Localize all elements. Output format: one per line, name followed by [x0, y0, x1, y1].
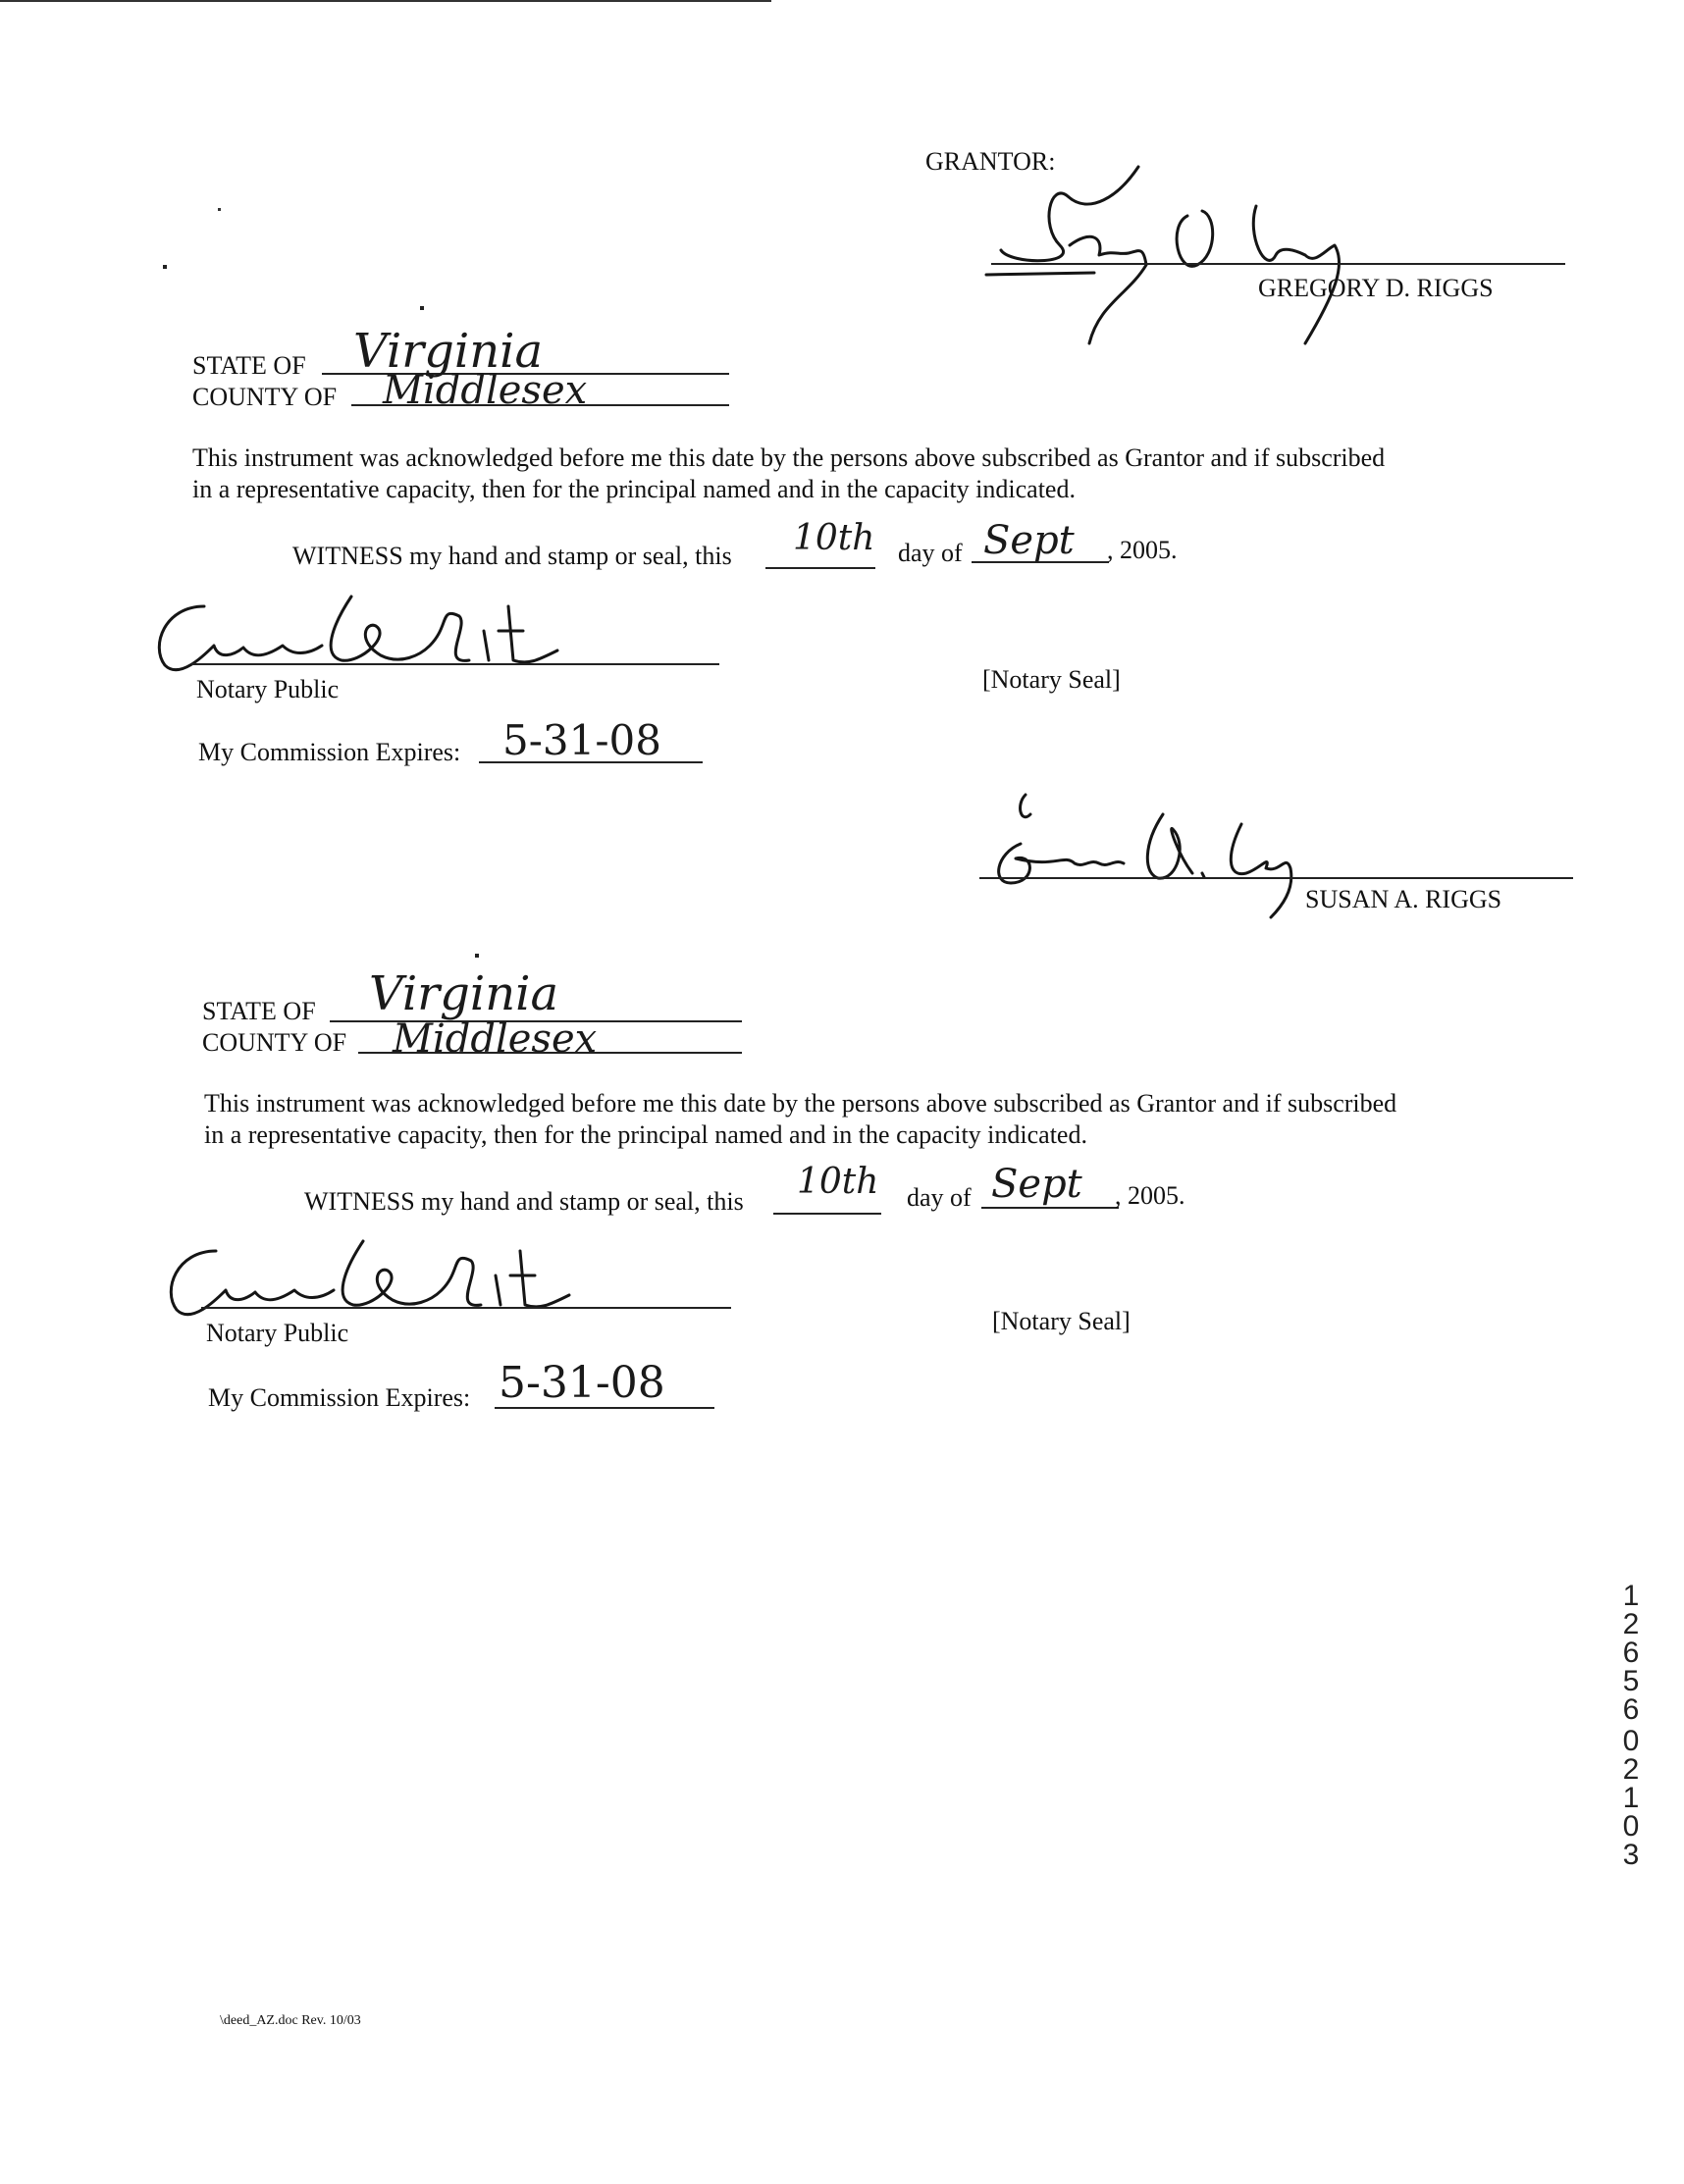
ack1-day-of: day of: [898, 539, 963, 567]
recording-digit: 5: [1622, 1665, 1640, 1697]
ack1-commission-label: My Commission Expires:: [198, 738, 461, 766]
ack2-day-value: 10th: [797, 1162, 879, 1202]
ack1-day-value: 10th: [793, 518, 875, 558]
ack2-year: , 2005.: [1115, 1181, 1185, 1210]
ack1-text-line2: in a representative capacity, then for the principal named and in the capacity indicated.: [192, 475, 1076, 503]
grantor2-signature: [976, 785, 1330, 922]
recording-digit: 0: [1622, 1810, 1640, 1843]
grantor1-name: GREGORY D. RIGGS: [1258, 274, 1494, 302]
scan-speck: [420, 306, 424, 310]
ack1-witness-prefix: WITNESS my hand and stamp or seal, this: [292, 542, 732, 570]
grantor1-signature-line: [991, 263, 1565, 265]
grantor2-name: SUSAN A. RIGGS: [1305, 885, 1502, 913]
ack2-county-label: COUNTY OF: [202, 1028, 347, 1057]
scan-speck: [475, 954, 479, 958]
ack2-day-line: [773, 1213, 881, 1215]
ack2-notary-label: Notary Public: [206, 1319, 349, 1347]
ack2-witness-prefix: WITNESS my hand and stamp or seal, this: [304, 1187, 744, 1216]
recording-digit: 3: [1622, 1839, 1640, 1871]
ack2-notary-signature: [157, 1231, 618, 1329]
scan-speck: [163, 265, 167, 269]
ack2-seal-label: [Notary Seal]: [992, 1307, 1131, 1335]
recording-digit: 2: [1622, 1753, 1640, 1786]
ack1-seal-label: [Notary Seal]: [982, 665, 1121, 694]
ack2-month-line: [981, 1207, 1119, 1209]
ack2-text-line1: This instrument was acknowledged before me this date by the persons above subscribed as Grantor and if subscribed: [204, 1089, 1397, 1118]
ack2-county-value: Middlesex: [393, 1016, 598, 1062]
ack2-notary-line: [201, 1307, 731, 1309]
ack2-text-line2: in a representative capacity, then for the principal named and in the capacity indicated.: [204, 1120, 1087, 1149]
ack1-year: , 2005.: [1107, 536, 1178, 564]
document-footer: \deed_AZ.doc Rev. 10/03: [220, 2013, 361, 2028]
recording-digit: 0: [1622, 1725, 1640, 1757]
ack1-month-value: Sept: [983, 518, 1075, 563]
ack1-day-line: [765, 567, 875, 569]
ack1-notary-signature: [145, 587, 606, 685]
ack1-state-label: STATE OF: [192, 351, 306, 380]
grantor1-signature: [981, 157, 1394, 353]
ack1-notary-label: Notary Public: [196, 675, 340, 703]
recording-digit: 2: [1622, 1608, 1640, 1640]
grantor2-signature-line: [979, 877, 1573, 879]
ack1-commission-value: 5-31-08: [502, 716, 661, 764]
ack1-state-value: Virginia: [353, 324, 544, 379]
ack1-text-line1: This instrument was acknowledged before me this date by the persons above subscribed as Grantor and if subscribed: [192, 443, 1386, 472]
recording-digit: 6: [1622, 1637, 1640, 1669]
ack1-notary-line: [191, 663, 719, 665]
ack1-county-value: Middlesex: [383, 368, 588, 413]
ack2-state-value: Virginia: [369, 966, 559, 1021]
ack2-day-of: day of: [907, 1183, 972, 1212]
grantor-label: GRANTOR:: [925, 147, 1056, 176]
page-top-edge: [0, 0, 771, 2]
ack2-month-value: Sept: [991, 1162, 1082, 1207]
ack1-county-label: COUNTY OF: [192, 383, 338, 411]
recording-digit: 1: [1622, 1580, 1640, 1612]
scan-speck: [218, 208, 221, 211]
recording-digit: 6: [1622, 1693, 1640, 1726]
ack2-state-label: STATE OF: [202, 997, 316, 1025]
ack2-commission-label: My Commission Expires:: [208, 1383, 471, 1412]
ack2-commission-value: 5-31-08: [499, 1358, 665, 1408]
recording-digit: 1: [1622, 1782, 1640, 1814]
